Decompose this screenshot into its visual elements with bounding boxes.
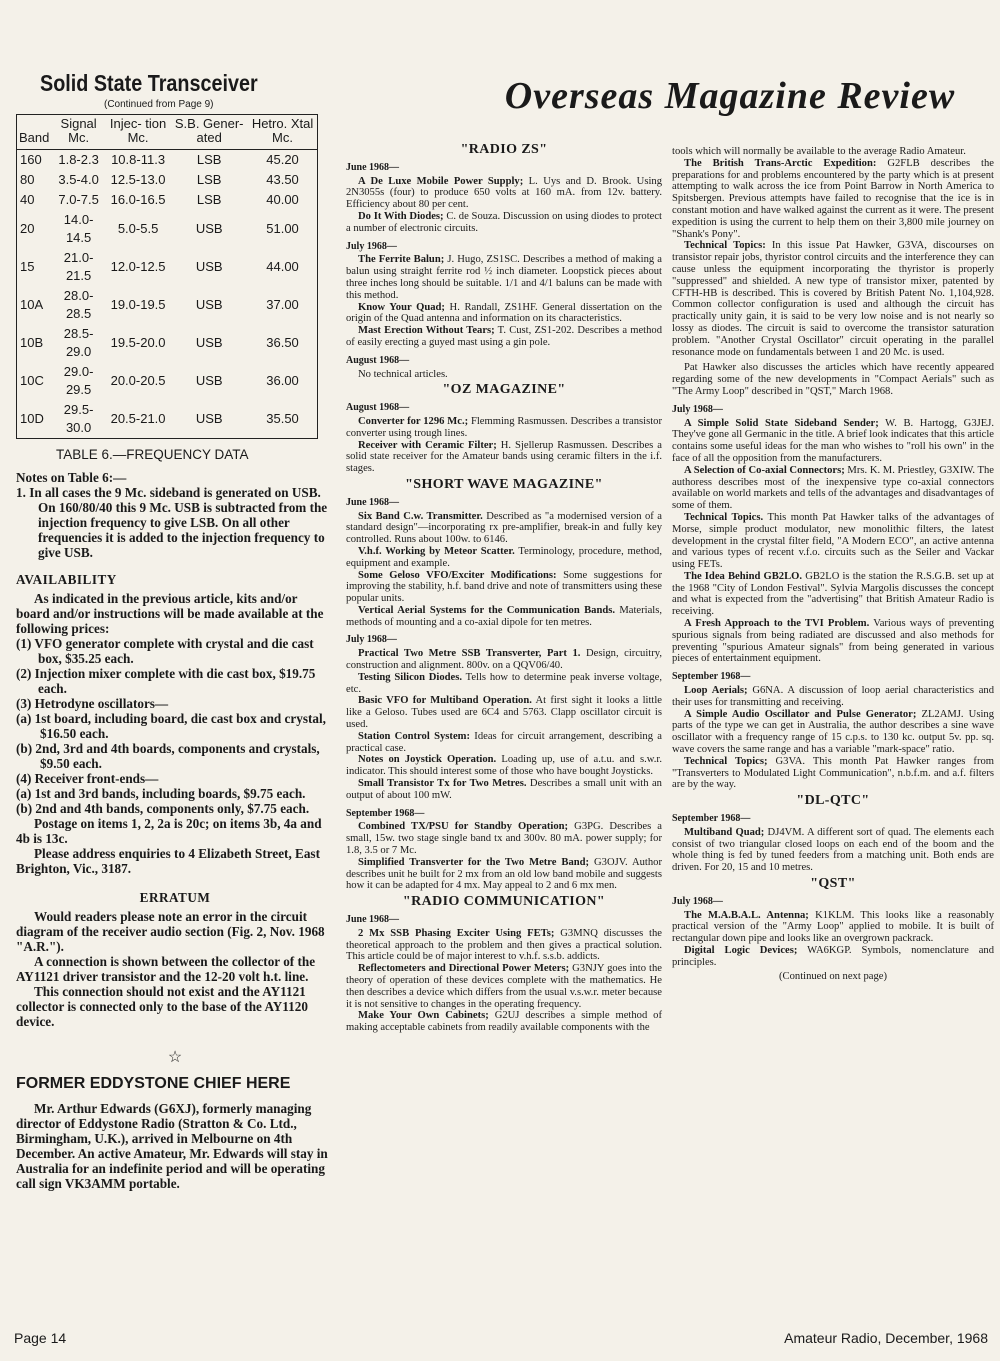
entry-title: 2 Mx SSB Phasing Exciter Using FETs; xyxy=(358,927,555,939)
entry-text: Mrs. K. M. Priestley, G3XIW. The authoress describes most of the inexpensive type co-axial connectors available on world markets and tells of the advantages and disadvantages of some of them. xyxy=(672,464,994,512)
entry-title: The M.A.B.A.L. Antenna; xyxy=(684,909,809,921)
entry-title: Combined TX/PSU for Standby Operation; xyxy=(358,821,569,833)
table-cell: 1.8-2.3 xyxy=(58,152,99,167)
table-cell: 51.00 xyxy=(266,221,299,236)
entry-text: G6NA. A discussion of loop aerial characteristics and their uses for transmitting and receiving. xyxy=(672,685,994,708)
review-entry xyxy=(346,440,662,475)
entry-text: Loading up, use of a.t.u. and s.w.r. indicator. This should interest some of those who have bought Joysticks. xyxy=(346,754,662,778)
entry-title: Some Geloso VFO/Exciter Modifications: xyxy=(358,569,557,581)
review-entry xyxy=(346,928,662,963)
review-entry xyxy=(672,756,994,791)
entry-text: L. Uys and D. Brook. Using 2N3055s (four) to produce 650 volts at 160 mA. from 12v. battery. Efficiency about 80 per cent. xyxy=(346,175,662,211)
table-cell: 20 xyxy=(20,221,35,236)
table-cell: 10B xyxy=(20,335,44,350)
entry-text: Tells how to determine peak inverse voltage, etc. xyxy=(346,671,662,695)
review-entry xyxy=(672,709,994,756)
page-number: Page 14 xyxy=(14,1330,67,1346)
entry-text: G3NJY goes into the theory of operation of these devices complete with the mathematics. He then describes a device which differs from the usual v.s.w.r. meter because it is not sensitive to changes in the operating frequency. xyxy=(346,963,662,1010)
price-item: (2) Injection mixer complete with die cast box, $19.75 each. xyxy=(16,666,316,696)
review-entry xyxy=(346,695,662,730)
table-header: S.B. Gener- ated xyxy=(170,115,248,150)
review-entry xyxy=(346,648,662,672)
entry-text: Some suggestions for improving the stability, h.f. band drive and note of transmitters using these popular units. xyxy=(346,569,662,605)
entry-title: Station Control System: xyxy=(358,730,470,742)
review-entry xyxy=(672,618,994,665)
table-cell: 15 xyxy=(20,259,35,274)
review-entry xyxy=(346,731,662,755)
entry-text: K1KLM. This looks like a reasonably practical version of the "Army Loop" applied to mobile. It is built of rectangular down pipe and looks like an overgrown packrack. xyxy=(672,909,994,945)
erratum-paragraph: A connection is shown between the collector of the AY1121 driver transistor and the 12-20 volt h.t. line. xyxy=(16,954,316,984)
review-entry xyxy=(672,910,994,945)
issue-date: September 1968— xyxy=(672,671,751,683)
issue-date: July 1968— xyxy=(346,240,397,252)
table-cell: USB xyxy=(195,221,223,236)
continued-note: (Continued from Page 9) xyxy=(104,99,214,110)
entry-title: Make Your Own Cabinets; xyxy=(358,1010,489,1022)
issue-date: August 1968— xyxy=(346,354,410,366)
review-entry: tools which will normally be available to the average Radio Amateur. xyxy=(672,146,966,157)
erratum-heading: ERRATUM xyxy=(139,890,211,905)
issue-date: September 1968— xyxy=(346,807,425,819)
table-cell: 160 xyxy=(20,152,42,167)
entry-text: Ideas for circuit arrangement, describing a practical case. xyxy=(346,730,662,754)
table-header: Hetro. Xtal Mc. xyxy=(248,115,317,150)
continued-next-page: (Continued on next page) xyxy=(779,970,887,982)
review-entry: No technical articles. xyxy=(358,368,448,380)
entry-title: A De Luxe Mobile Power Supply; xyxy=(358,175,524,187)
entry-title: Know Your Quad; xyxy=(358,301,445,313)
table-cell: 14.0-14.5 xyxy=(63,212,94,245)
former-paragraph: Mr. Arthur Edwards (G6XJ), formerly managing director of Eddystone Radio (Stratton & Co. Ltd., Birmingham, U.K.), arrived in Melbourne on 4th December. An active Amateur, Mr. Edwards will stay in Australia for an indefinite period and will be operating call sign VK3AMM portable. xyxy=(16,1101,328,1191)
magazine-heading: "DL-QTC" xyxy=(796,793,870,809)
table-header: Injec- tion Mc. xyxy=(106,115,170,150)
review-entry xyxy=(346,546,662,570)
table-cell: 3.5-4.0 xyxy=(58,172,99,187)
review-entry xyxy=(346,570,662,605)
issue-date: June 1968— xyxy=(346,161,400,173)
review-entry xyxy=(672,240,994,358)
entry-title: Do It With Diodes; xyxy=(358,210,444,222)
table-cell: 37.00 xyxy=(266,297,299,312)
table-cell: 45.20 xyxy=(266,152,299,167)
issue-date: August 1968— xyxy=(346,402,410,414)
price-subitem: (b) 2nd and 4th bands, components only, $7.75 each. xyxy=(16,801,310,816)
entry-text: DJ4VM. A different sort of quad. The elements each consist of two triangular closed loops on each end of the boom and the whole thing is fed by tuned feeders from a matching unit. Both ends are driven. For 20, 15 and 10 metres. xyxy=(672,826,995,874)
review-entry xyxy=(346,821,662,856)
table-cell: 36.50 xyxy=(266,335,299,350)
entry-title: Vertical Aerial Systems for the Communication Bands. xyxy=(358,604,615,616)
price-item: (1) VFO generator complete with crystal and die cast box, $35.25 each. xyxy=(16,636,314,666)
entry-title: A Selection of Co-axial Connectors; xyxy=(684,464,845,476)
entry-title: Simplified Transverter for the Two Metre Band; xyxy=(358,856,590,868)
issue-date: June 1968— xyxy=(346,496,400,508)
table-cell: 40.00 xyxy=(266,192,299,207)
review-entry xyxy=(672,158,994,241)
price-subitem: (b) 2nd, 3rd and 4th boards, components and crystals, $9.50 each. xyxy=(16,741,320,771)
middle-column xyxy=(346,92,662,1034)
entry-title: A Simple Solid State Sideband Sender; xyxy=(684,417,879,429)
entry-title: Notes on Joystick Operation. xyxy=(358,754,497,766)
entry-text: G2UJ describes a simple method of making acceptable cabinets from readily available components with the xyxy=(346,1010,662,1034)
table-cell: USB xyxy=(195,335,223,350)
table-cell: 28.0-28.5 xyxy=(63,288,94,321)
entry-text: ZL2AMJ. Using parts of the type we can get in Australia, the author describes a sine wave oscillator with a frequency range of 15 c.p.s. to 130 kc. output 5v. pp. sq. wave covers the same range and has a variable "mark-space" ratio. xyxy=(672,708,994,756)
table-cell: 43.50 xyxy=(266,172,299,187)
entry-title: Practical Two Metre SSB Transverter, Part 1. xyxy=(358,648,581,660)
review-entry xyxy=(346,416,662,440)
entry-text: H. Sjellerup Rasmussen. Describes a solid state receiver for the Amateur bands using ceramic filters in the i.f. stages. xyxy=(346,439,662,475)
review-entry xyxy=(346,254,662,301)
table-cell: USB xyxy=(195,259,223,274)
issue-date: September 1968— xyxy=(672,813,751,825)
left-column xyxy=(16,70,334,1191)
table-cell: 20.5-21.0 xyxy=(110,411,166,426)
entry-text: G3VA. This month Pat Hawker ranges from "Transverters to Modulated Light Communication", n.b.f.m. and a.f. filters are by the way. xyxy=(672,755,995,791)
table-cell: USB xyxy=(195,297,223,312)
table-row xyxy=(17,362,317,400)
entry-title: Reflectometers and Directional Power Meters; xyxy=(358,963,570,975)
entry-text: Various ways of preventing spurious signals from being radiated are discussed and also methods for preventing "spurious Amateur signals" from being generated in various pieces of entertainment equipment. xyxy=(672,618,994,665)
review-entry: Pat Hawker also discusses the articles which have recently appeared regarding some of the new developments in "Compact Aerials" such as "The Army Loop" described in "QST," March 1968. xyxy=(672,362,994,397)
table-cell: LSB xyxy=(196,152,222,167)
entry-title: Mast Erection Without Tears; xyxy=(358,325,495,337)
address-text: Please address enquiries to 4 Elizabeth Street, East Brighton, Vic., 3187. xyxy=(16,846,320,876)
table-cell: 36.00 xyxy=(266,373,299,388)
table-cell: 20.0-20.5 xyxy=(110,373,166,388)
table-row xyxy=(17,286,317,324)
entry-title: Digital Logic Devices; xyxy=(684,945,798,956)
entry-text: T. Cust, ZS1-202. Describes a method of easily erecting a guyed mast using a gin pole. xyxy=(346,325,662,348)
table-row xyxy=(17,400,317,438)
entry-text: G2FLB describes the preparations for and problems encountered by the party which is at present attempting to walk across the ice from Point Barrow in North America to Spitsbergen. Previous attempts have failed to recognise that the ice is in constant motion and have walked against the current as it were. The present expedition is using the current to help them on their 3,800 mile journey on "Shank's Pony". xyxy=(672,157,995,240)
table-cell: USB xyxy=(195,411,223,426)
entry-text: Described as "a modernised version of a standard design"—incorporating rx pre-amplifier, break-in and fully key controlled. Runs about 100w. to 6146. xyxy=(346,510,662,546)
table-cell: 21.0-21.5 xyxy=(63,250,94,283)
entry-title: Small Transistor Tx for Two Metres. xyxy=(358,778,527,790)
table-row xyxy=(17,190,317,210)
issue-date: July 1968— xyxy=(672,403,723,415)
table-cell: 29.5-30.0 xyxy=(63,402,94,435)
magazine-heading: "RADIO COMMUNICATION" xyxy=(402,894,606,910)
table-row xyxy=(17,150,317,171)
price-subitem: (a) 1st and 3rd bands, including boards, $9.75 each. xyxy=(16,786,306,801)
magazine-heading: "OZ MAGAZINE" xyxy=(442,382,566,398)
table-header: Band xyxy=(17,115,51,150)
entry-text: This month Pat Hawker talks of the advantages of Morse, simple product modulator, new monolithic filters, the latest development in the crystal filter field, "A Modern ECO", an active antenna and various types of recent v.f.o. circuits such as the Seiler and Vackar using FETs. xyxy=(672,511,995,571)
table-cell: 80 xyxy=(20,172,35,187)
former-heading: FORMER EDDYSTONE CHIEF HERE xyxy=(16,1075,291,1092)
table-body xyxy=(17,150,317,439)
table-cell: 12.0-12.5 xyxy=(110,259,166,274)
entry-text: G3OJV. Author describes unit he built for 2 mx from an old low band mobile and suggests how it can be adapted for 4 mx. May appeal to 2 and 6 mx men. xyxy=(346,856,662,892)
table-cell: 40 xyxy=(20,192,35,207)
star-icon: ☆ xyxy=(167,1049,183,1066)
entry-title: Technical Topics. xyxy=(684,511,764,523)
entry-text: H. Randall, ZS1HF. General dissertation on the origin of the Quad antenna and information on its characteristics. xyxy=(346,301,662,325)
table-cell: LSB xyxy=(196,192,222,207)
notes-title: Notes on Table 6:— xyxy=(16,470,127,485)
availability-intro: As indicated in the previous article, kits and/or board and/or instructions will be made available at the following prices: xyxy=(16,591,324,636)
review-entry xyxy=(672,571,994,618)
entry-title: Multiband Quad; xyxy=(684,826,765,838)
table-cell: 10.8-11.3 xyxy=(111,152,166,167)
frequency-table xyxy=(16,114,318,439)
table-row xyxy=(17,324,317,362)
entry-text: Describes a small unit with an output of about 100 mW. xyxy=(346,778,662,801)
entry-text: Materials, methods of mounting and a co-axial dipole for ten metres. xyxy=(346,604,662,628)
entry-title: V.h.f. Working by Meteor Scatter. xyxy=(358,545,515,557)
postage-text: Postage on items 1, 2, 2a is 20c; on items 3b, 4a and 4b is 13c. xyxy=(16,816,322,846)
entry-text: Terminology, procedure, method, equipment and example. xyxy=(346,545,662,569)
review-entry xyxy=(346,605,662,629)
availability-heading: AVAILABILITY xyxy=(16,572,117,587)
table-row xyxy=(17,248,317,286)
entry-title: The Ferrite Balun; xyxy=(358,254,445,266)
entry-text: At first sight it looks a little like a Geloso. Tubes used are 6C4 and 5763. Clapp oscillator circuit is used. xyxy=(346,695,662,731)
entry-title: Six Band C.w. Transmitter. xyxy=(358,510,483,522)
entry-text: G3PG. Describes a small, 15w. two stage single band tx and 300v. 80 mA. power supply; for 1.8, 3.5 or 7 Mc. xyxy=(346,821,662,857)
entry-title: Technical Topics: xyxy=(684,240,766,252)
table-header: Signal Mc. xyxy=(51,115,105,150)
table-cell: 19.0-19.5 xyxy=(110,297,166,312)
table-caption: TABLE 6.—FREQUENCY DATA xyxy=(56,447,249,462)
review-entry xyxy=(672,685,994,709)
entry-text: Flemming Rasmussen. Describes a transistor converter using trough lines. xyxy=(346,415,662,439)
table-row xyxy=(17,170,317,190)
entry-title: Testing Silicon Diodes. xyxy=(358,671,463,683)
entry-text: GB2LO is the station the R.S.G.B. set up at the 1968 "City of London Festival". Sylvia Margolis discusses the concept and what is expected from the "advertising" that British Amateur Radio is receiving. xyxy=(672,570,994,618)
table-row xyxy=(17,210,317,248)
entry-title: Technical Topics; xyxy=(684,755,768,767)
entry-text: W. B. Hartogg, G3JEJ. They've gone all Germanic in the title. A brief look indicates that this article contains some useful ideas for the man who wishes to "roll his own" in the face of all the opposition from the manufacturers. xyxy=(672,417,994,464)
entry-text: G3MNQ discusses the theoretical approach to the problem and then gives a practical solution. This article could be of major interest to v.h.f. s.s.b. addicts. xyxy=(346,927,662,963)
entry-title: Loop Aerials; xyxy=(684,685,748,697)
issue-date: July 1968— xyxy=(346,634,397,646)
review-entry xyxy=(346,211,662,235)
table-cell: 5.0-5.5 xyxy=(117,221,159,236)
entry-text: In this issue Pat Hawker, G3VA, discourses on transistor repair jobs, thyristor control circuits and the interference they can cause unless the equipment incorporating the thyristor is properly "suppressed" and shielded. A new type of transistor mixer, patented by CFTH-HB is described. This is covered by British Patent No. 1,104,928. Common collector configuration is used and although the circuit has practically unity gain, it is said to be very low noise and is not nearly so lossy as diodes. The circuit is said to overcome the transistor saturation problem. "Another Crystal Oscillator" circuit operating in the parallel resonance mode on fundamentals between 1 and 20 Mc. is used. xyxy=(672,240,994,358)
section-title: Overseas Magazine Review xyxy=(504,75,956,117)
publication-footer: Amateur Radio, December, 1968 xyxy=(784,1330,988,1346)
review-entry xyxy=(346,325,662,349)
entry-text: WA6KGP. Symbols, nomenclature and principles. xyxy=(672,945,994,968)
erratum-paragraph: This connection should not exist and the AY1121 collector is connected only to the base of the AY1120 device. xyxy=(16,984,308,1029)
erratum-paragraph: Would readers please note an error in the circuit diagram of the receiver audio section (Fig. 2, Nov. 1968 "A.R."). xyxy=(16,909,325,954)
magazine-heading: "RADIO ZS" xyxy=(460,142,548,157)
table-cell: 19.5-20.0 xyxy=(110,335,166,350)
table-cell: 44.00 xyxy=(266,259,299,274)
entry-title: A Fresh Approach to the TVI Problem. xyxy=(684,618,870,630)
table-cell: 7.0-7.5 xyxy=(58,192,99,207)
table-cell: 10C xyxy=(20,373,44,388)
review-entry xyxy=(672,945,994,969)
review-entry xyxy=(346,778,662,802)
review-entry xyxy=(346,1010,662,1034)
entry-title: The British Trans-Arctic Expedition: xyxy=(684,157,877,169)
review-entry xyxy=(672,827,994,874)
right-column xyxy=(672,146,994,982)
table-cell: 10A xyxy=(20,297,44,312)
review-entry xyxy=(346,672,662,696)
issue-date: July 1968— xyxy=(672,895,723,907)
review-entry xyxy=(346,857,662,892)
issue-date: June 1968— xyxy=(346,914,400,926)
review-entry xyxy=(672,465,994,512)
note-1: 1. In all cases the 9 Mc. sideband is generated on USB. On 160/80/40 this 9 Mc. USB is subtracted from the injection frequency to give LSB. On all other frequencies it is added to the injection frequency to give USB. xyxy=(16,485,328,560)
price-subitem: (a) 1st board, including board, die cast box and crystal, $16.50 each. xyxy=(16,711,326,741)
table-cell: 12.5-13.0 xyxy=(110,172,166,187)
entry-title: The Idea Behind GB2LO. xyxy=(684,570,803,582)
entry-title: A Simple Audio Oscillator and Pulse Generator; xyxy=(684,708,917,720)
table-cell: 29.0-29.5 xyxy=(63,364,94,397)
review-entry xyxy=(672,418,994,465)
entry-text: Design, circuitry, construction and alignment. 800v. on a QQV06/40. xyxy=(346,648,662,672)
magazine-heading: "SHORT WAVE MAGAZINE" xyxy=(405,476,603,492)
table-cell: 35.50 xyxy=(266,411,299,426)
review-entry xyxy=(346,302,662,326)
table-header-row xyxy=(17,115,317,150)
review-entry xyxy=(346,176,662,211)
table-cell: 28.5-29.0 xyxy=(63,326,94,359)
entry-title: Basic VFO for Multiband Operation. xyxy=(358,695,532,707)
table-cell: 16.0-16.5 xyxy=(110,192,166,207)
entry-text: C. de Souza. Discussion on using diodes to protect a number of electronic circuits. xyxy=(346,210,662,234)
review-entry xyxy=(672,512,994,571)
price-item: (4) Receiver front-ends— xyxy=(16,771,159,786)
magazine-heading: "QST" xyxy=(810,876,856,892)
review-entry xyxy=(346,963,662,1010)
review-entry xyxy=(346,511,662,546)
entry-text: J. Hugo, ZS1SC. Describes a method of making a balun using straight ferrite rod ½ inch diameter. Loopstick pieces about three inches long should be suitable. 1/1 and 4/1 baluns can be made with this method. xyxy=(346,254,662,301)
entry-title: Converter for 1296 Mc.; xyxy=(358,415,469,427)
entry-title: Receiver with Ceramic Filter; xyxy=(358,439,497,451)
table-cell: USB xyxy=(195,373,223,388)
table-cell: 10D xyxy=(20,411,44,426)
table-cell: LSB xyxy=(196,172,222,187)
price-item: (3) Hetrodyne oscillators— xyxy=(16,696,169,711)
article-title: Solid State Transceiver xyxy=(40,70,258,96)
review-entry xyxy=(346,754,662,778)
